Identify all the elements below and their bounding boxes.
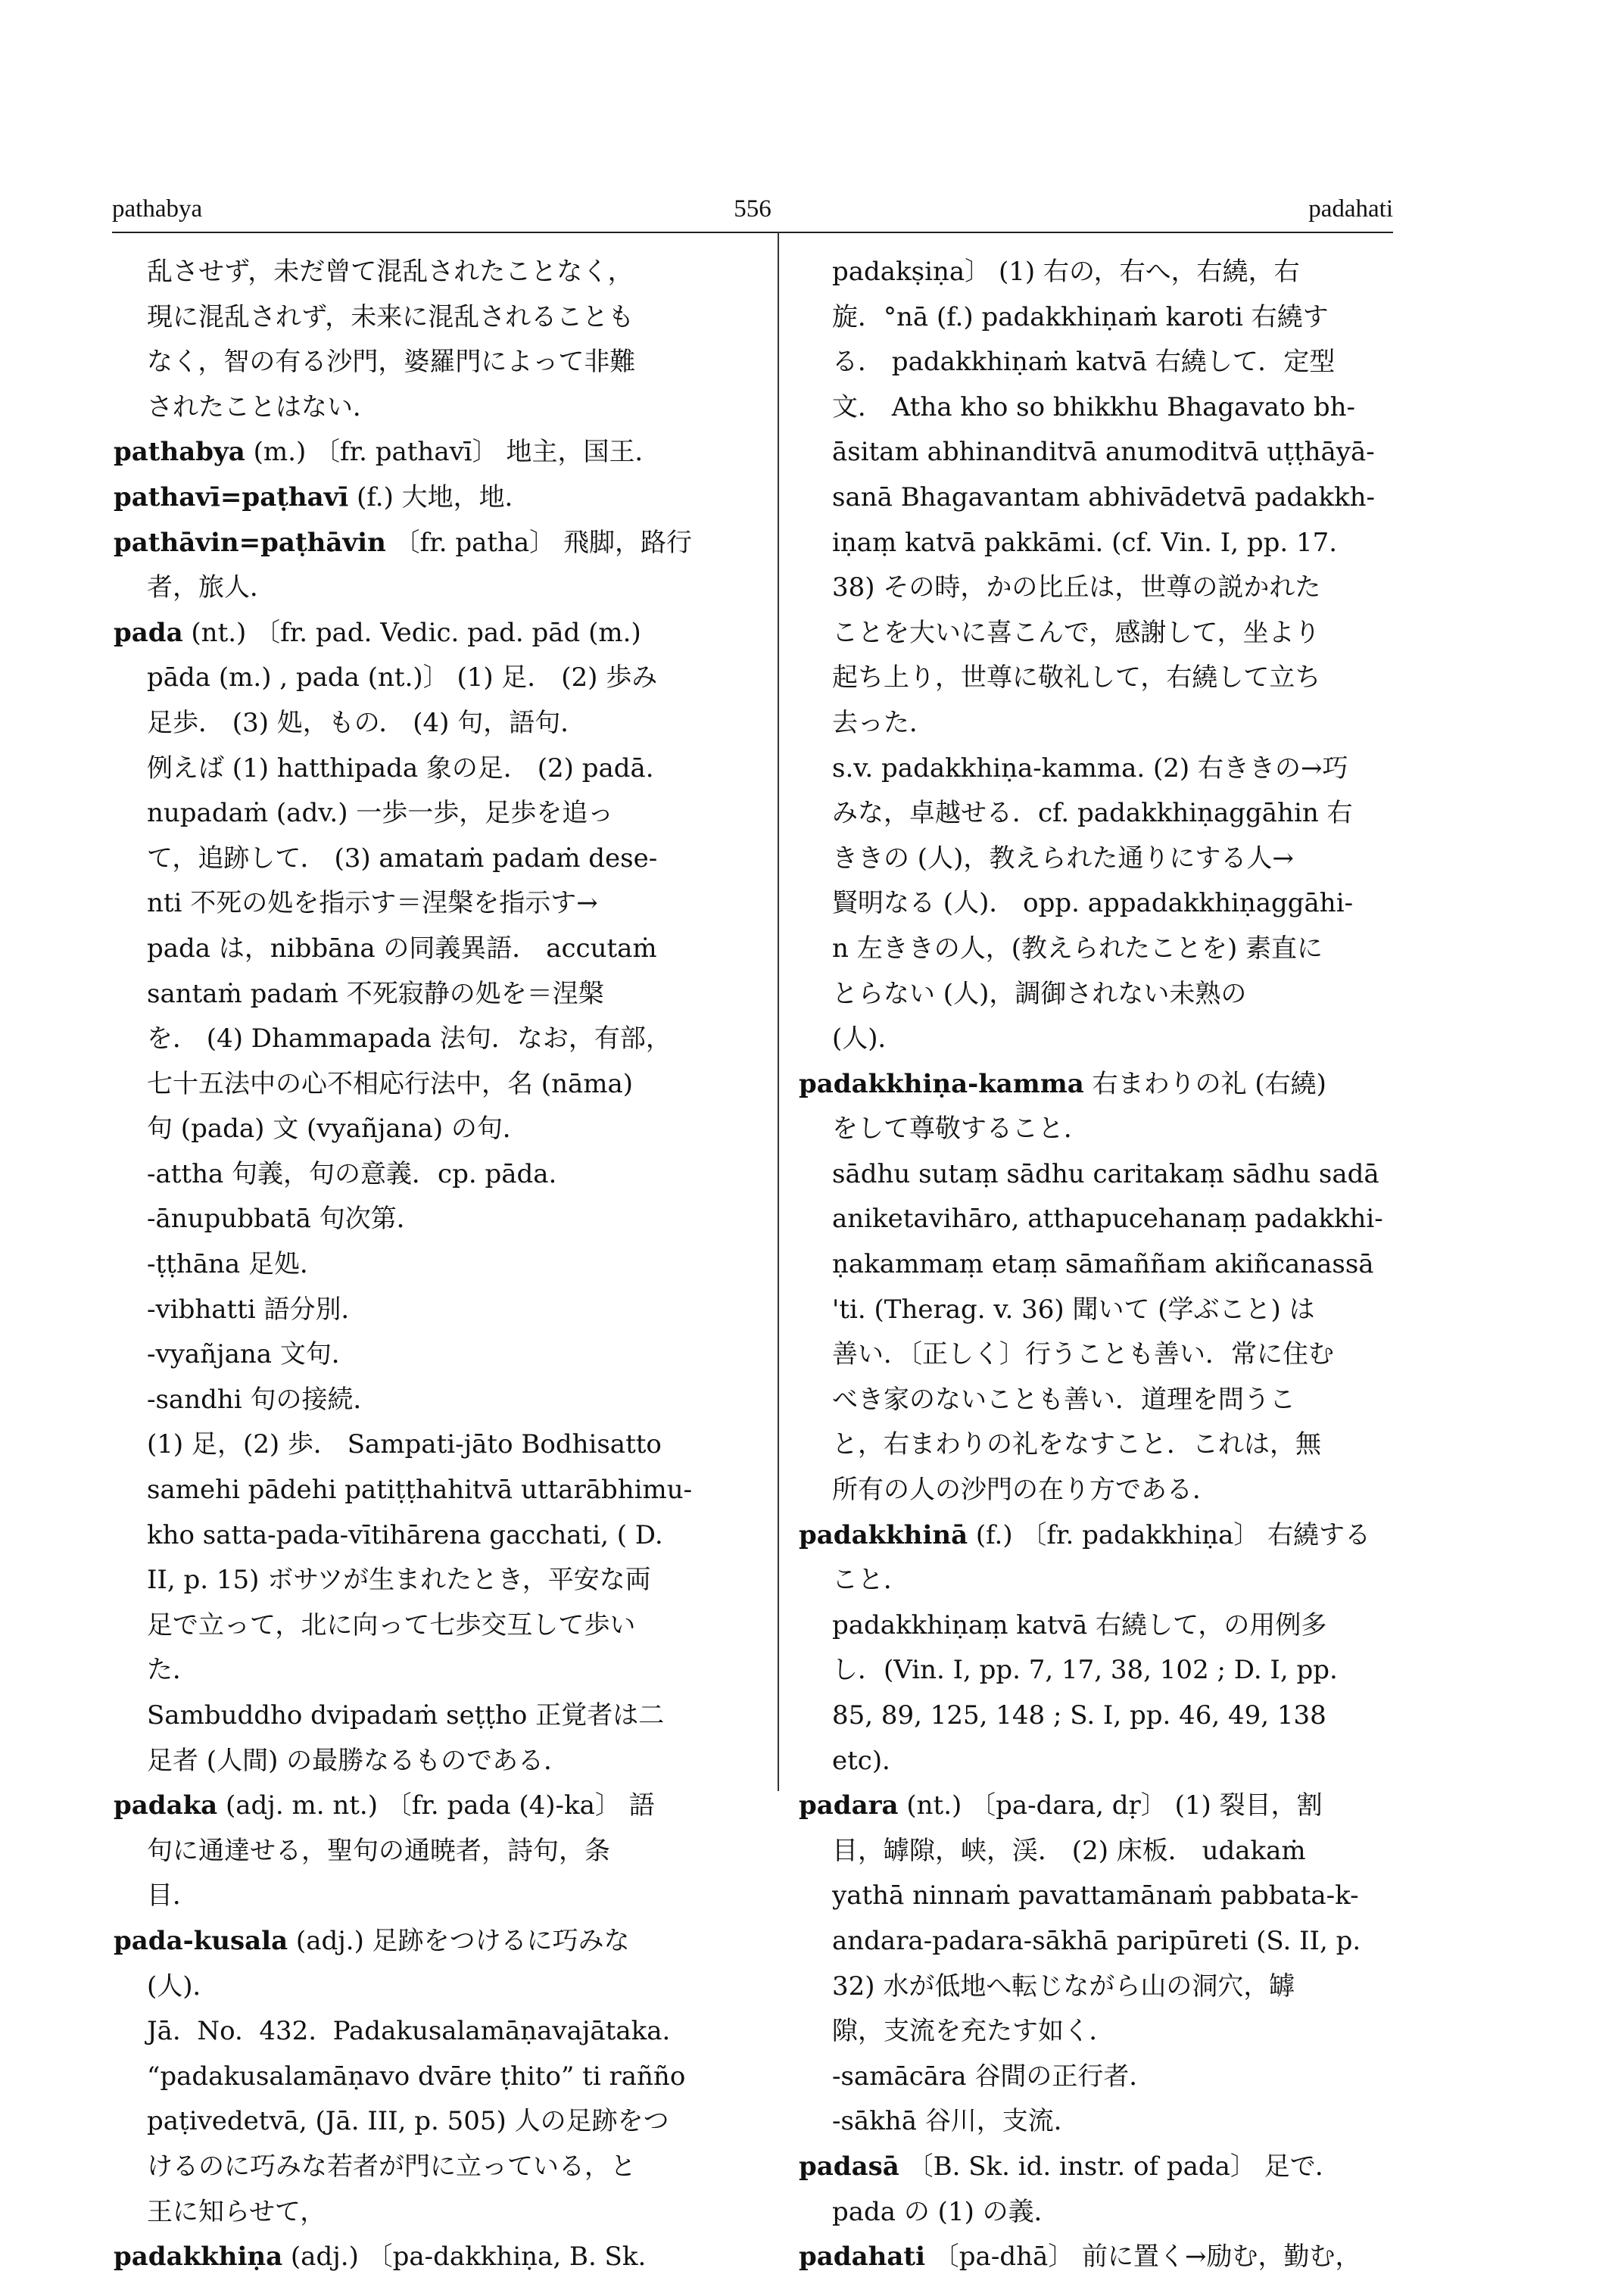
entry-line: yathā ninnaṁ pavattamānaṁ pabbata-k-: [832, 1880, 1359, 1911]
entry-line: 文． Atha kho so bhikkhu Bhagavato bh-: [832, 391, 1356, 422]
headword-definition: 〔fr. patha〕 飛脚，路行: [385, 527, 692, 558]
entry-line: -sākhā 谷川，支流．: [832, 2106, 1080, 2137]
entry-line: 去った．: [832, 707, 935, 738]
headword-definition: (adj.) 〔pa-dakkhiṇa, B. Sk.: [282, 2242, 647, 2273]
right-guide-word: padahati: [1308, 195, 1393, 223]
headword: padara: [799, 1790, 899, 1821]
entry-line: 善い．〔正しく〕行うことも善い．常に住む: [832, 1339, 1334, 1370]
entry-line: (人)．: [832, 1023, 904, 1055]
entry-line: andara-padara-sākhā paripūreti (S. II, p.: [832, 1925, 1361, 1956]
entry-line: s.v. padakkhiṇa-kamma. (2) 右ききの→巧: [832, 752, 1348, 784]
headword-line: [114, 611, 757, 656]
entry-line: samehi pādehi patiṭṭhahitvā uttarābhimu-: [147, 1475, 693, 1506]
headword: pathāvin=paṭhāvin: [114, 527, 386, 558]
entry-line: (1) 足，(2) 歩． Sampati-jāto Bodhisatto: [147, 1429, 662, 1460]
entry-line: 現に混乱されず，未来に混乱されることも: [147, 301, 634, 332]
headword-line: [114, 521, 757, 566]
entry-line: けるのに巧みな若者が門に立っている，と: [147, 2151, 636, 2182]
headword-line: [114, 2235, 757, 2280]
headword-line: [799, 1784, 1393, 1829]
entry-line: 賢明なる (人)． opp. appadakkhiṇaggāhi-: [832, 888, 1354, 919]
entry-line: 七十五法中の心不相応行法中，名 (nāma): [147, 1068, 634, 1099]
entry-line: こと．: [832, 1565, 909, 1596]
entry-line: pāda (m.) , pada (nt.)〕 (1) 足． (2) 歩み: [147, 662, 658, 693]
headword-line: [114, 430, 757, 475]
headword-line: [799, 1062, 1393, 1108]
entry-line: 隙，支流を充たす如く．: [832, 2016, 1115, 2047]
headword-definition: (f.) 〔fr. padakkhiṇa〕 右繞する: [968, 1519, 1371, 1550]
entry-line: 句 (pada) 文 (vyañjana) の句．: [147, 1114, 528, 1145]
entry-line: pada は，nibbāna の同義異語． accutaṁ: [147, 933, 657, 964]
headword: padakkhiṇa-kamma: [799, 1068, 1084, 1099]
entry-line: -ṭṭhāna 足処．: [147, 1249, 326, 1280]
headword-definition: (nt.) 〔fr. pad. Vedic. pad. pād (m.): [182, 617, 641, 648]
entry-line: 所有の人の沙門の在り方である．: [832, 1475, 1218, 1506]
entry-line: 足で立って，北に向って七歩交互して歩い: [147, 1609, 636, 1640]
left-guide-word: pathabya: [112, 195, 203, 223]
entry-line: 王に知らせて，: [147, 2196, 326, 2227]
entry-line: -vyañjana 文句．: [147, 1339, 357, 1370]
entry-line: ききの (人)，教えられた通りにする人→: [832, 843, 1294, 874]
headword-definition: 〔pa-dhā〕 前に置く→励む，勤む，: [924, 2242, 1361, 2273]
entry-line: (人)．: [147, 1971, 219, 2002]
entry-line: 者，旅人．: [147, 572, 276, 603]
entry-line: sādhu sutaṃ sādhu caritakaṃ sādhu sadā: [832, 1158, 1379, 1189]
headword: pathabya: [114, 437, 245, 468]
entry-line: kho satta-pada-vītihārena gacchati, ( D.: [147, 1519, 663, 1550]
headword: padakkhinā: [799, 1519, 968, 1550]
entry-line: 例えば (1) hatthipada 象の足． (2) padā.: [147, 752, 654, 784]
entry-line: paṭivedetvā, (Jā. III, p. 505) 人の足跡をつ: [147, 2106, 669, 2137]
entry-line: し．(Vin. I, pp. 7, 17, 38, 102 ; D. I, pp.: [832, 1655, 1338, 1686]
headword: padaka: [114, 1790, 218, 1821]
entry-line: 85, 89, 125, 148 ; S. I, pp. 46, 49, 138: [832, 1700, 1326, 1731]
entry-line: -sandhi 句の接続．: [147, 1384, 379, 1415]
headword: pada: [114, 617, 183, 648]
page-number: 556: [734, 195, 771, 223]
entry-line: 32) 水が低地へ転じながら山の洞穴，罅: [832, 1971, 1295, 2002]
entry-line: べき家のないことも善い．道理を問うこ: [832, 1384, 1295, 1415]
entry-line: た．: [147, 1655, 198, 1686]
headword: pathavī=paṭhavī: [114, 481, 349, 512]
entry-line: と，右まわりの礼をなすこと．これは，無: [832, 1429, 1321, 1460]
entry-line: 目，罅隙，峡，渓． (2) 床板． udakaṁ: [832, 1835, 1306, 1866]
right-column: [799, 250, 1393, 2280]
entry-line: -vibhatti 語分別．: [147, 1294, 367, 1325]
entry-line: II, p. 15) ボサツが生まれたとき，平安な両: [147, 1565, 651, 1596]
headword-line: [114, 1919, 757, 1964]
entry-line: aniketavihāro, atthapucehanaṃ padakkhi-: [832, 1204, 1383, 1235]
entry-line: されたことはない．: [147, 391, 379, 422]
headword: padahati: [799, 2242, 925, 2273]
headword-definition: 右まわりの礼 (右繞): [1083, 1068, 1326, 1099]
entry-line: て，追跡して． (3) amataṁ padaṁ dese-: [147, 843, 658, 874]
headword-line: [799, 2235, 1393, 2280]
entry-line: Sambuddho dvipadaṁ seṭṭho 正覚者は二: [147, 1700, 665, 1731]
headword-definition: (nt.) 〔pa-dara, dṛ〕 (1) 裂目，割: [898, 1790, 1323, 1821]
entry-line: 目．: [147, 1880, 198, 1911]
headword: pada-kusala: [114, 1925, 288, 1956]
entry-line: -ānupubbatā 句次第．: [147, 1204, 422, 1235]
headword-definition: (m.) 〔fr. pathavī〕 地主，国王．: [245, 437, 661, 468]
header-rule: [112, 232, 1393, 233]
entry-line: ṇakammaṃ etaṃ sāmaññam akiñcanassā: [832, 1249, 1374, 1280]
entry-line: sanā Bhagavantam abhivādetvā padakkh-: [832, 481, 1376, 512]
headword-definition: 〔B. Sk. id. instr. of pada〕 足で．: [899, 2151, 1342, 2182]
entry-line: -samācāra 谷間の正行者．: [832, 2061, 1155, 2092]
entry-line: 38) その時，かの比丘は，世尊の説かれた: [832, 572, 1321, 603]
headword-line: [114, 475, 757, 521]
entry-line: n 左ききの人，(教えられたことを) 素直に: [832, 933, 1323, 964]
headword-line: [799, 2145, 1393, 2190]
entry-line: iṇaṃ katvā pakkāmi. (cf. Vin. I, pp. 17.: [832, 527, 1338, 558]
headword-line: [114, 1784, 757, 1829]
entry-line: 足歩． (3) 処，もの． (4) 句，語句．: [147, 707, 587, 738]
headword-line: [799, 1513, 1393, 1559]
entry-line: pada の (1) の義．: [832, 2196, 1060, 2227]
headword-definition: (adj. m. nt.) 〔fr. pada (4)-ka〕 語: [217, 1790, 655, 1821]
headword-definition: (adj.) 足跡をつけるに巧みな: [288, 1925, 630, 1956]
entry-line: 乱させず，未だ曾て混乱されたことなく，: [147, 257, 634, 287]
entry-line: 句に通達せる，聖句の通暁者，詩句，条: [147, 1835, 610, 1866]
headword: padasā: [799, 2151, 899, 2182]
headword-definition: (f.) 大地，地．: [348, 481, 531, 512]
entry-line: る． padakkhiṇaṁ katvā 右繞して．定型: [832, 347, 1336, 378]
entry-line: -attha 句義，句の意義．cp. pāda.: [147, 1158, 557, 1189]
entry-line: Jā. No. 432. Padakusalamāṇavajātaka.: [147, 2016, 671, 2047]
entry-line: “padakusalamāṇavo dvāre ṭhito” ti rañño: [147, 2061, 686, 2092]
running-head: [112, 195, 1393, 230]
entry-line: とらない (人)，調御されない未熟の: [832, 978, 1247, 1009]
entry-line: nupadaṁ (adv.) 一歩一歩，足歩を追っ: [147, 798, 614, 829]
entry-line: をして尊敬すること．: [832, 1114, 1089, 1145]
entry-line: padakkhiṇaṃ katvā 右繞して，の用例多: [832, 1609, 1327, 1640]
entry-line: なく，智の有る沙門，婆羅門によって非難: [147, 347, 636, 378]
headword: padakkhiṇa: [114, 2242, 283, 2273]
entry-line: etc)．: [832, 1745, 909, 1776]
entry-line: padakṣiṇa〕 (1) 右の，右へ，右繞，右: [832, 257, 1300, 287]
left-column: [114, 250, 757, 2280]
entry-line: 足者 (人間) の最勝なるものである．: [147, 1745, 570, 1776]
entry-line: みな，卓越せる．cf. padakkhiṇaggāhin 右: [832, 798, 1353, 829]
entry-line: nti 不死の処を指示す＝涅槃を指示す→: [147, 888, 598, 919]
entry-line: santaṁ padaṁ 不死寂静の処を＝涅槃: [147, 978, 604, 1009]
entry-line: ことを大いに喜こんで，感謝して，坐より: [832, 617, 1320, 648]
entry-line: 'ti. (Therag. v. 36) 聞いて (学ぶこと) は: [832, 1294, 1315, 1325]
entry-line: を． (4) Dhammapada 法句．なお，有部，: [147, 1023, 672, 1055]
entry-line: āsitam abhinanditvā anumoditvā uṭṭhāyā-: [832, 437, 1375, 468]
entry-line: 旋．°nā (f.) padakkhiṇaṁ karoti 右繞す: [832, 301, 1329, 332]
entry-line: 起ち上り，世尊に敬礼して，右繞して立ち: [832, 662, 1321, 693]
column-divider: [778, 232, 779, 1791]
